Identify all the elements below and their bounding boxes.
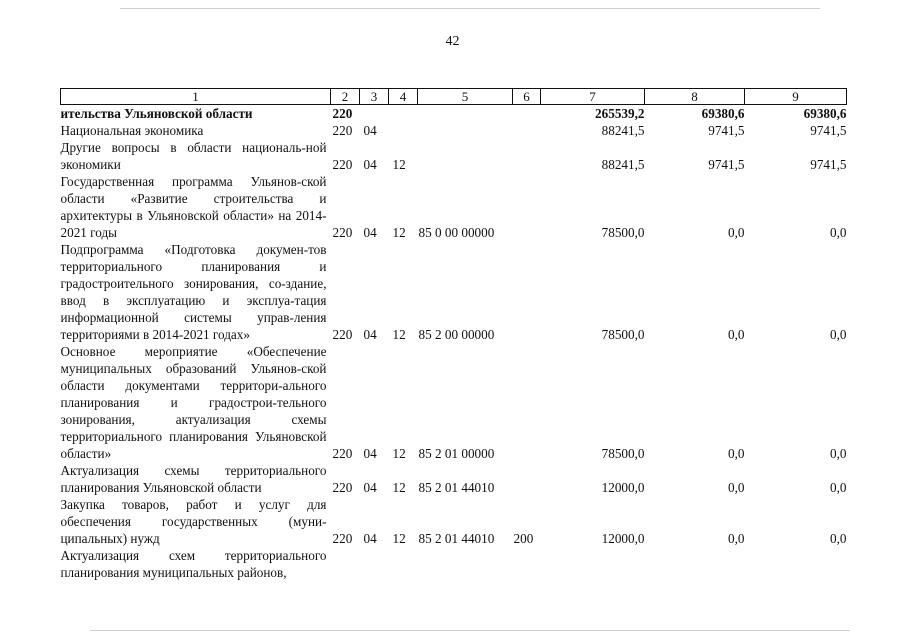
- col-header-4: 4: [389, 89, 418, 105]
- row-amount-7: 12000,0: [601, 480, 645, 495]
- scan-edge-bottom: [90, 630, 850, 631]
- row-amount-8: 0,0: [728, 480, 745, 495]
- row-amount-7: 78500,0: [601, 446, 645, 461]
- table-row: [61, 122, 847, 139]
- col-header-2: 2: [331, 89, 360, 105]
- row-target-code: [418, 547, 513, 581]
- row-ministry-code: 220: [332, 531, 353, 546]
- col-header-5: 5: [418, 89, 513, 105]
- row-amount-9: 0,0: [830, 225, 847, 240]
- row-section-code: 04: [363, 123, 377, 138]
- row-amount-9: 0,0: [830, 446, 847, 461]
- row-section-code: 04: [363, 157, 377, 172]
- page-number: 42: [445, 34, 460, 49]
- row-amount-7: 88241,5: [601, 157, 645, 172]
- col-header-9: 9: [745, 89, 847, 105]
- row-amount-8: 0,0: [728, 531, 745, 546]
- table-row: [61, 241, 847, 343]
- row-amount-7: 265539,2: [595, 106, 645, 121]
- row-amount-8: 9741,5: [708, 157, 745, 172]
- row-subsection-code: [389, 122, 418, 139]
- row-expense-type: [513, 122, 541, 139]
- row-amount-9: 69380,6: [803, 106, 847, 121]
- col-header-6: 6: [513, 89, 541, 105]
- row-ministry-code: 220: [332, 123, 353, 138]
- table-row: [61, 462, 847, 496]
- row-expense-type: [513, 139, 541, 173]
- col-header-7: 7: [541, 89, 645, 105]
- row-ministry-code: 220: [332, 327, 353, 342]
- row-name: Подпрограмма «Подготовка докумен-тов территориального планирования и градостроительного зонирования, со-здание, ввод в эксплуатацию и эксплуа-тация информационной системы управ-ления территориями в 2014-2021 годах»: [60, 242, 327, 342]
- table-row: [61, 173, 847, 241]
- row-expense-type: [513, 462, 541, 496]
- row-amount-7: [541, 547, 645, 581]
- row-name: Актуализация схемы территориального планирования Ульяновской области: [60, 463, 327, 495]
- row-amount-8: 9741,5: [708, 123, 745, 138]
- table-row: [61, 343, 847, 462]
- table-row: [61, 496, 847, 547]
- row-amount-7: 78500,0: [601, 225, 645, 240]
- col-header-3: 3: [360, 89, 389, 105]
- table-row: [61, 139, 847, 173]
- row-ministry-code: 220: [332, 225, 353, 240]
- row-amount-8: [645, 547, 745, 581]
- row-section-code: 04: [363, 480, 377, 495]
- row-target-code: 85 2 01 00000: [418, 446, 495, 461]
- row-amount-9: 9741,5: [810, 123, 847, 138]
- row-subsection-code: 12: [392, 531, 406, 546]
- row-expense-type: 200: [513, 531, 534, 546]
- row-amount-8: 0,0: [728, 225, 745, 240]
- row-subsection-code: 12: [392, 480, 406, 495]
- row-target-code: [418, 105, 513, 123]
- row-target-code: 85 2 00 00000: [418, 327, 495, 342]
- row-name: Национальная экономика: [60, 123, 204, 138]
- row-name: ительства Ульяновской области: [60, 106, 253, 121]
- row-name: Актуализация схем территориального планирования муниципальных районов,: [60, 548, 327, 580]
- row-target-code: 85 2 01 44010: [418, 531, 495, 546]
- row-target-code: 85 0 00 00000: [418, 225, 495, 240]
- row-amount-9: 0,0: [830, 480, 847, 495]
- scan-edge-top: [120, 8, 820, 9]
- row-amount-7: 78500,0: [601, 327, 645, 342]
- row-subsection-code: 12: [392, 225, 406, 240]
- col-header-8: 8: [645, 89, 745, 105]
- row-expense-type: [513, 547, 541, 581]
- table-row: [61, 547, 847, 581]
- row-amount-8: 0,0: [728, 446, 745, 461]
- row-subsection-code: [389, 547, 418, 581]
- row-amount-9: 0,0: [830, 531, 847, 546]
- row-ministry-code: 220: [332, 157, 353, 172]
- row-name: Государственная программа Ульянов-ской области «Развитие строительства и архитектуры в Ульяновской области» на 2014-2021 годы: [60, 174, 327, 240]
- row-amount-8: 0,0: [728, 327, 745, 342]
- row-ministry-code: 220: [332, 480, 353, 495]
- row-expense-type: [513, 173, 541, 241]
- row-amount-9: [745, 547, 847, 581]
- row-target-code: 85 2 01 44010: [418, 480, 495, 495]
- row-target-code: [418, 122, 513, 139]
- budget-table: [60, 88, 847, 581]
- row-expense-type: [513, 343, 541, 462]
- row-target-code: [418, 139, 513, 173]
- table-header-row: [61, 89, 847, 105]
- row-section-code: 04: [363, 446, 377, 461]
- row-subsection-code: 12: [392, 327, 406, 342]
- table-row: [61, 105, 847, 123]
- row-amount-9: 9741,5: [810, 157, 847, 172]
- row-amount-9: 0,0: [830, 327, 847, 342]
- row-subsection-code: [389, 105, 418, 123]
- row-ministry-code: [331, 547, 360, 581]
- row-expense-type: [513, 241, 541, 343]
- row-ministry-code: 220: [332, 106, 353, 121]
- row-amount-8: 69380,6: [701, 106, 745, 121]
- row-section-code: 04: [363, 531, 377, 546]
- row-amount-7: 12000,0: [601, 531, 645, 546]
- row-section-code: 04: [363, 225, 377, 240]
- row-section-code: 04: [363, 327, 377, 342]
- row-subsection-code: 12: [392, 446, 406, 461]
- row-section-code: [360, 547, 389, 581]
- col-header-1: 1: [61, 89, 331, 105]
- row-subsection-code: 12: [392, 157, 406, 172]
- row-ministry-code: 220: [332, 446, 353, 461]
- row-amount-7: 88241,5: [601, 123, 645, 138]
- row-name: Другие вопросы в области националь-ной экономики: [60, 140, 327, 172]
- row-expense-type: [513, 105, 541, 123]
- row-name: Основное мероприятие «Обеспечение муниципальных образований Ульянов-ской области документами территори-ального планирования и градострои-тельного зонирования, актуализация схемы территориального планирования Ульяновской области»: [60, 344, 327, 461]
- row-section-code: [360, 105, 389, 123]
- row-name: Закупка товаров, работ и услуг для обеспечения государственных (муни-ципальных) нужд: [60, 497, 327, 546]
